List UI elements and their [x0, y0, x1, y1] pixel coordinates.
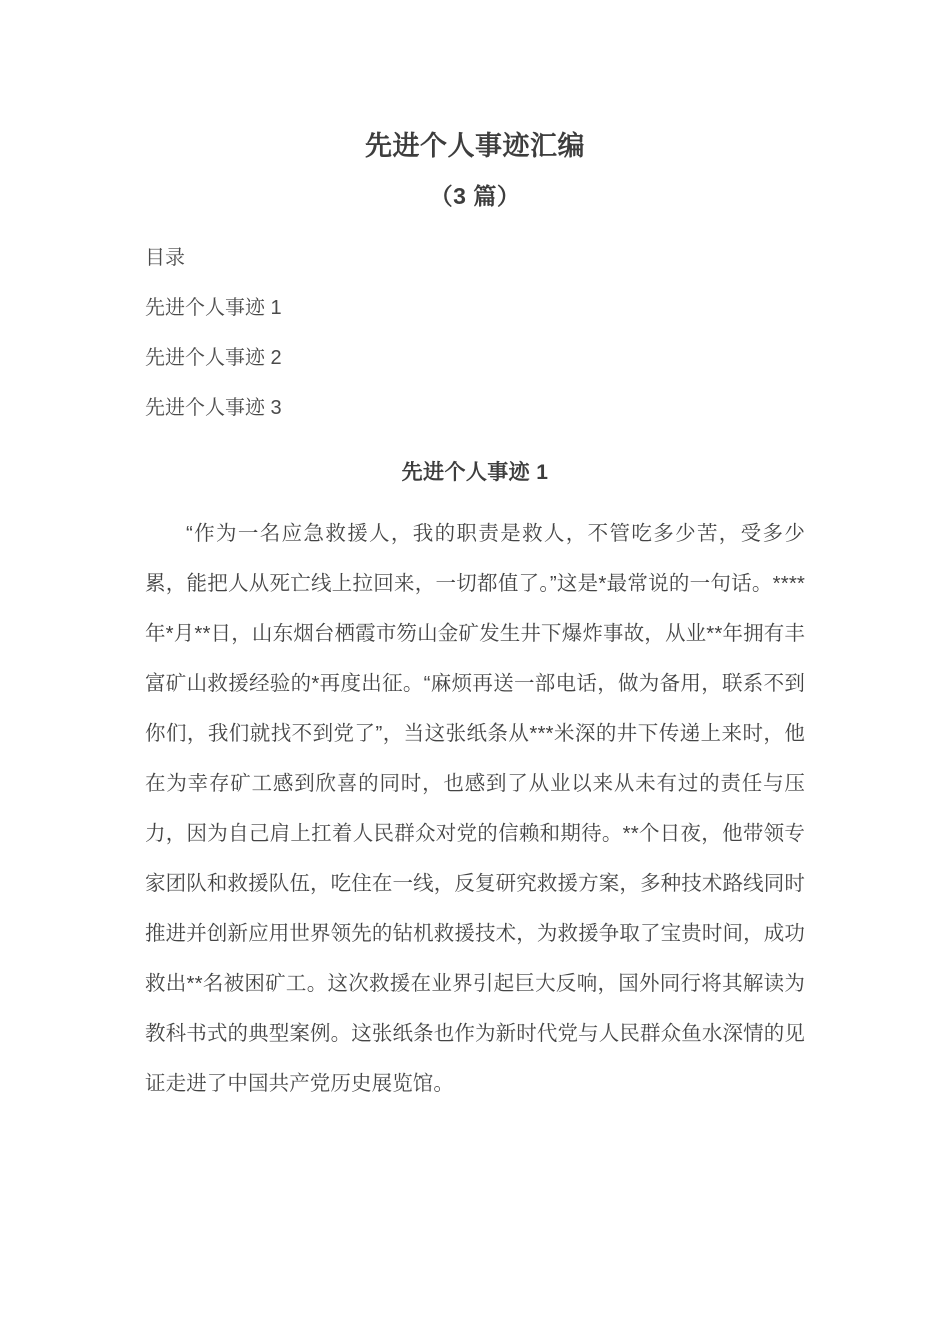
toc-item-1[interactable]: 先进个人事迹 1: [145, 297, 282, 320]
document-subtitle: （3 篇）: [429, 183, 521, 210]
toc-heading: 目录: [145, 247, 185, 270]
table-of-contents: [145, 212, 805, 418]
toc-item-3[interactable]: 先进个人事迹 3: [145, 397, 282, 420]
document-title: 先进个人事迹汇编: [365, 131, 585, 161]
section-heading: 先进个人事迹 1: [401, 461, 549, 485]
section-advanced-individual-deeds-1: [145, 418, 805, 1108]
toc-item-2[interactable]: 先进个人事迹 2: [145, 347, 282, 370]
section-body-paragraph: “作为一名应急救援人，我的职责是救人，不管吃多少苦，受多少累，能把人从死亡线上拉回来，一切都值了。”这是*最常说的一句话。****年*月**日，山东烟台栖霞市笏山金矿发生井下爆炸事故，从业**年拥有丰富矿山救援经验的*再度出征。“麻烦再送一部电话，做为备用，联系不到你们，我们就找不到党了”，当这张纸条从***米深的井下传递上来时，他在为幸存矿工感到欣喜的同时，也感到了从业以来从未有过的责任与压力，因为自己肩上扛着人民群众对党的信赖和期待。**个日夜，他带领专家团队和救援队伍，吃住在一线，反复研究救援方案，多种技术路线同时推进并创新应用世界领先的钻机救援技术，为救援争取了宝贵时间，成功救出**名被困矿工。这次救援在业界引起巨大反响，国外同行将其解读为教科书式的典型案例。这张纸条也作为新时代党与人民群众鱼水深情的见证走进了中国共产党历史展览馆。: [145, 521, 805, 1095]
